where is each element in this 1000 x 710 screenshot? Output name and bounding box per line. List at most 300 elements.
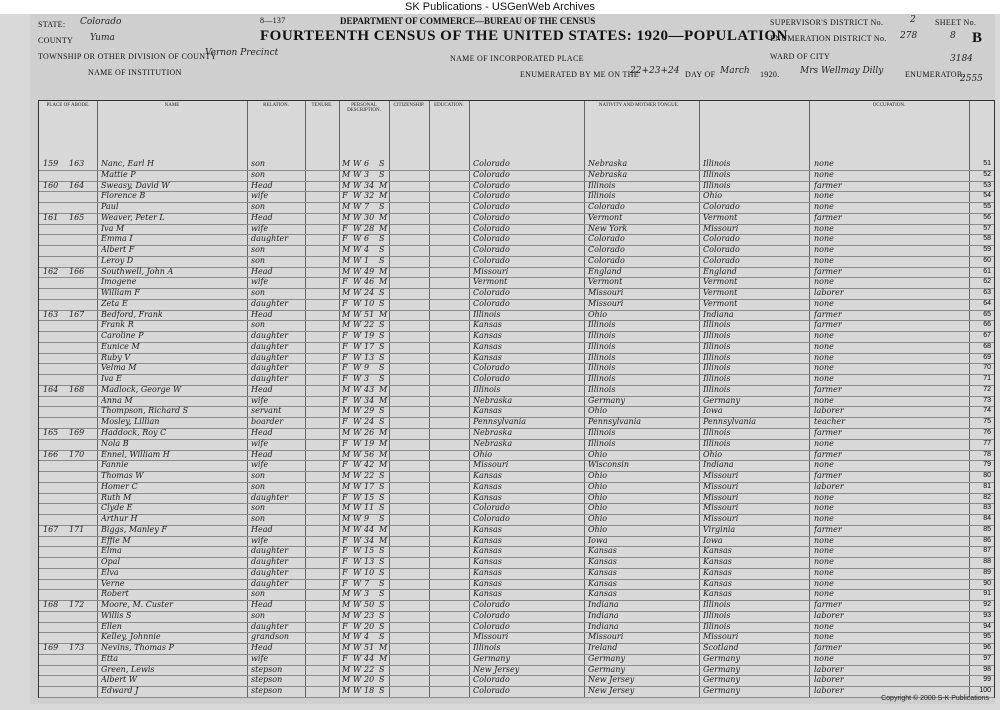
race: W: [353, 675, 362, 685]
sex: F: [342, 331, 348, 341]
family-number: [69, 202, 95, 212]
family-number: [69, 632, 95, 642]
race: W: [353, 589, 362, 599]
race: W: [353, 514, 362, 524]
sex: F: [342, 578, 348, 588]
sheet-label: SHEET No.: [935, 18, 977, 27]
line-number: 69: [983, 353, 991, 361]
marital-status: S: [379, 417, 385, 427]
sex: M: [342, 288, 351, 298]
dwelling-number: [43, 589, 67, 599]
family-number: 164: [69, 180, 85, 190]
mother-birthplace: Kansas: [703, 589, 732, 599]
father-birthplace: Ohio: [588, 406, 608, 416]
line-number: 60: [983, 256, 991, 264]
dwelling-number: 164: [43, 384, 59, 394]
relation: daughter: [251, 557, 289, 567]
father-birthplace: New Jersey: [588, 675, 635, 685]
family-number: 163: [69, 159, 85, 168]
person-name: Florence B: [101, 191, 146, 201]
mother-birthplace: Illinois: [703, 331, 731, 341]
sex: F: [342, 363, 348, 373]
dwelling-number: [43, 632, 67, 642]
age: 34: [364, 395, 375, 405]
line-number: 80: [983, 472, 991, 480]
race: W: [353, 309, 362, 319]
sex: M: [342, 503, 351, 513]
relation: wife: [251, 535, 269, 545]
relation: son: [251, 255, 266, 265]
person-name: Iva E: [101, 374, 122, 384]
family-number: [69, 460, 95, 470]
sex: M: [342, 600, 351, 610]
birthplace: Nebraska: [473, 395, 513, 405]
father-birthplace: Illinois: [588, 363, 616, 373]
person-name: Zeta E: [101, 298, 128, 308]
line-number: 79: [983, 461, 991, 469]
person-name: Madlock, George W: [101, 384, 182, 394]
race: W: [353, 159, 362, 168]
state-value: Colorado: [80, 17, 122, 27]
age: 3: [364, 589, 370, 599]
sex: F: [342, 191, 348, 201]
occupation: none: [814, 363, 834, 373]
sex: F: [342, 621, 348, 631]
mother-birthplace: Illinois: [703, 384, 731, 394]
marital-status: M: [379, 395, 388, 405]
relation: son: [251, 169, 266, 179]
marital-status: S: [379, 320, 385, 330]
dwelling-number: [43, 568, 67, 578]
mother-birthplace: Illinois: [703, 352, 731, 362]
race: W: [353, 503, 362, 513]
relation: son: [251, 471, 266, 481]
mother-birthplace: Indiana: [703, 309, 734, 319]
occupation: none: [814, 567, 834, 577]
mother-birthplace: Missouri: [703, 492, 739, 502]
dwelling-number: [43, 557, 67, 567]
age: 50: [364, 600, 375, 610]
age: 46: [364, 277, 375, 287]
family-number: [69, 342, 95, 352]
race: W: [353, 277, 362, 287]
family-number: [69, 514, 95, 524]
sex: F: [342, 417, 348, 427]
father-birthplace: Colorado: [588, 255, 625, 265]
mother-birthplace: Illinois: [703, 180, 731, 190]
age: 9: [364, 363, 370, 373]
line-number: 84: [983, 515, 991, 523]
person-name: Homer C: [101, 481, 138, 491]
father-birthplace: Vermont: [588, 277, 623, 287]
occupation: none: [814, 492, 834, 502]
sex: M: [342, 428, 351, 437]
family-number: [69, 686, 95, 696]
person-name: Weaver, Peter L: [101, 212, 165, 222]
marital-status: M: [379, 384, 388, 394]
dwelling-number: 169: [43, 643, 59, 653]
age: 10: [364, 567, 375, 577]
col-occupation: OCCUPATION.: [809, 101, 970, 159]
person-name: Frank R: [101, 320, 134, 330]
family-number: [69, 493, 95, 503]
father-birthplace: Illinois: [588, 352, 616, 362]
person-name: Albert W: [101, 675, 137, 685]
mother-birthplace: Illinois: [703, 341, 731, 351]
father-birthplace: Vermont: [588, 212, 623, 222]
age: 49: [364, 266, 375, 276]
marital-status: S: [379, 578, 385, 588]
race: W: [353, 288, 362, 298]
occupation: none: [814, 202, 834, 212]
person-name: Leroy D: [101, 255, 134, 265]
mother-birthplace: Virginia: [703, 524, 736, 534]
race: W: [353, 298, 362, 308]
race: W: [353, 578, 362, 588]
race: W: [353, 449, 362, 459]
person-name: Paul: [101, 202, 119, 212]
father-birthplace: Kansas: [588, 589, 617, 599]
dwelling-number: 163: [43, 309, 59, 319]
age: 42: [364, 460, 375, 470]
occupation: none: [814, 277, 834, 287]
enumeration-label: ENUMERATION DISTRICT No.: [770, 34, 887, 43]
family-number: 169: [69, 428, 85, 437]
mother-birthplace: Germany: [703, 653, 740, 663]
father-birthplace: Ohio: [588, 503, 608, 513]
mother-birthplace: Kansas: [703, 557, 732, 567]
sex: M: [342, 245, 351, 255]
person-name: William F: [101, 288, 140, 298]
enumerator-label: ENUMERATOR.: [905, 70, 965, 79]
corner-number: 2555: [960, 74, 983, 84]
township-value: Vernon Precinct: [205, 48, 279, 58]
relation: Head: [251, 428, 273, 437]
family-number: [69, 665, 95, 675]
family-number: [69, 224, 95, 234]
sex: M: [342, 309, 351, 319]
col-tenure: TENURE.: [305, 101, 340, 159]
line-number: 52: [983, 170, 991, 178]
relation: wife: [251, 191, 269, 201]
birthplace: Nebraska: [473, 438, 513, 448]
family-number: [69, 191, 95, 201]
family-number: [69, 256, 95, 266]
age: 44: [364, 653, 375, 663]
race: W: [353, 180, 362, 190]
relation: daughter: [251, 374, 289, 384]
relation: Head: [251, 449, 273, 459]
line-number: 55: [983, 203, 991, 211]
line-number: 97: [983, 654, 991, 662]
age: 3: [364, 374, 370, 384]
race: W: [353, 223, 362, 233]
marital-status: S: [379, 298, 385, 308]
age: 44: [364, 524, 375, 534]
sex: F: [342, 653, 348, 663]
occupation: farmer: [814, 643, 842, 653]
relation: wife: [251, 223, 269, 233]
birthplace: Illinois: [473, 309, 501, 319]
relation: son: [251, 320, 266, 330]
race: W: [353, 610, 362, 620]
sex: F: [342, 546, 348, 556]
father-birthplace: Missouri: [588, 288, 624, 298]
birthplace: Kansas: [473, 341, 502, 351]
age: 26: [364, 428, 375, 437]
line-number: 62: [983, 278, 991, 286]
occupation: none: [814, 331, 834, 341]
line-number: 82: [983, 493, 991, 501]
age: 15: [364, 546, 375, 556]
father-birthplace: Illinois: [588, 438, 616, 448]
father-birthplace: Colorado: [588, 202, 625, 212]
sex: M: [342, 169, 351, 179]
birthplace: Colorado: [473, 600, 510, 610]
birthplace: Kansas: [473, 535, 502, 545]
occupation: none: [814, 352, 834, 362]
dwelling-number: [43, 622, 67, 632]
occupation: none: [814, 578, 834, 588]
relation: son: [251, 245, 266, 255]
sex: M: [342, 180, 351, 190]
occupation: none: [814, 395, 834, 405]
relation: wife: [251, 438, 269, 448]
dwelling-number: 161: [43, 212, 59, 222]
father-birthplace: Germany: [588, 653, 625, 663]
marital-status: S: [379, 169, 385, 179]
person-name: Emma I: [101, 234, 133, 244]
occupation: farmer: [814, 428, 842, 437]
family-number: [69, 675, 95, 685]
person-name: Mosley, Lillian: [101, 417, 160, 427]
occupation: farmer: [814, 309, 842, 319]
mother-birthplace: Vermont: [703, 298, 738, 308]
occupation: none: [814, 557, 834, 567]
father-birthplace: Illinois: [588, 428, 616, 437]
family-number: [69, 353, 95, 363]
age: 3: [364, 169, 370, 179]
father-birthplace: Missouri: [588, 632, 624, 642]
line-number: 89: [983, 568, 991, 576]
line-number: 85: [983, 525, 991, 533]
marital-status: S: [379, 514, 385, 524]
department-title: DEPARTMENT OF COMMERCE—BUREAU OF THE CENSUS: [340, 16, 596, 26]
race: W: [353, 632, 362, 642]
person-name: Clyde E: [101, 503, 133, 513]
occupation: laborer: [814, 288, 844, 298]
person-name: Elva: [101, 567, 119, 577]
person-name: Opal: [101, 557, 121, 567]
sex: M: [342, 686, 351, 696]
line-number: 90: [983, 579, 991, 587]
father-birthplace: Germany: [588, 664, 625, 674]
table-row: [39, 686, 994, 698]
birthplace: Colorado: [473, 610, 510, 620]
sex: F: [342, 557, 348, 567]
dwelling-number: [43, 611, 67, 621]
person-name: Imogene: [101, 277, 137, 287]
father-birthplace: Kansas: [588, 546, 617, 556]
age: 24: [364, 417, 375, 427]
dwelling-number: 160: [43, 180, 59, 190]
sex: M: [342, 524, 351, 534]
birthplace: Kansas: [473, 567, 502, 577]
birthplace: Kansas: [473, 524, 502, 534]
line-number: 64: [983, 299, 991, 307]
dwelling-number: [43, 245, 67, 255]
relation: Head: [251, 309, 273, 319]
occupation: none: [814, 169, 834, 179]
mother-birthplace: Germany: [703, 675, 740, 685]
dwelling-number: [43, 579, 67, 589]
birthplace: Vermont: [473, 277, 508, 287]
occupation: none: [814, 341, 834, 351]
relation: daughter: [251, 578, 289, 588]
dwelling-number: [43, 417, 67, 427]
marital-status: S: [379, 234, 385, 244]
family-number: [69, 471, 95, 481]
relation: stepson: [251, 675, 283, 685]
age: 18: [364, 686, 375, 696]
line-number: 66: [983, 321, 991, 329]
mother-birthplace: Pennsylvania: [703, 417, 757, 427]
mother-birthplace: Missouri: [703, 481, 739, 491]
dwelling-number: 165: [43, 428, 59, 437]
line-number: 74: [983, 407, 991, 415]
mother-birthplace: Illinois: [703, 621, 731, 631]
dwelling-number: 167: [43, 524, 59, 534]
birthplace: Kansas: [473, 578, 502, 588]
relation: son: [251, 481, 266, 491]
age: 43: [364, 384, 375, 394]
birthplace: Germany: [473, 653, 510, 663]
line-number: 96: [983, 644, 991, 652]
race: W: [353, 245, 362, 255]
col-education: EDUCATION.: [429, 101, 470, 159]
sex: F: [342, 352, 348, 362]
marital-status: S: [379, 481, 385, 491]
relation: son: [251, 610, 266, 620]
birthplace: Kansas: [473, 481, 502, 491]
dwelling-number: [43, 439, 67, 449]
birthplace: Colorado: [473, 223, 510, 233]
relation: Head: [251, 266, 273, 276]
person-name: Haddock, Roy C: [101, 428, 167, 437]
age: 9: [364, 514, 370, 524]
marital-status: M: [379, 460, 388, 470]
occupation: farmer: [814, 384, 842, 394]
family-number: [69, 299, 95, 309]
mother-birthplace: Illinois: [703, 374, 731, 384]
father-birthplace: Ohio: [588, 524, 608, 534]
birthplace: Colorado: [473, 212, 510, 222]
mother-birthplace: Iowa: [703, 406, 723, 416]
person-name: Kelley, Johnnie: [101, 632, 161, 642]
sex: M: [342, 589, 351, 599]
age: 19: [364, 438, 375, 448]
dwelling-number: [43, 191, 67, 201]
dwelling-number: [43, 514, 67, 524]
sex: F: [342, 374, 348, 384]
birthplace: Ohio: [473, 449, 493, 459]
relation: daughter: [251, 492, 289, 502]
sex: F: [342, 535, 348, 545]
age: 20: [364, 675, 375, 685]
dwelling-number: [43, 546, 67, 556]
relation: daughter: [251, 234, 289, 244]
occupation: laborer: [814, 686, 844, 696]
age: 32: [364, 191, 375, 201]
line-number: 87: [983, 547, 991, 555]
father-birthplace: Illinois: [588, 320, 616, 330]
dwelling-number: [43, 396, 67, 406]
line-number: 83: [983, 504, 991, 512]
father-birthplace: New York: [588, 223, 628, 233]
race: W: [353, 255, 362, 265]
sex: M: [342, 159, 351, 168]
age: 56: [364, 449, 375, 459]
mother-birthplace: Illinois: [703, 428, 731, 437]
enumerator-name: Mrs Wellmay Dilly: [800, 66, 884, 76]
father-birthplace: Illinois: [588, 191, 616, 201]
family-number: [69, 288, 95, 298]
marital-status: M: [379, 277, 388, 287]
father-birthplace: Ireland: [588, 643, 618, 653]
mother-birthplace: Colorado: [703, 234, 740, 244]
age: 17: [364, 481, 375, 491]
age: 7: [364, 578, 370, 588]
person-name: Velma M: [101, 363, 137, 373]
father-birthplace: Illinois: [588, 331, 616, 341]
person-name: Ennel, William H: [101, 449, 170, 459]
institution-label: NAME OF INSTITUTION: [88, 68, 182, 77]
age: 6: [364, 234, 370, 244]
family-number: [69, 557, 95, 567]
father-birthplace: Kansas: [588, 578, 617, 588]
marital-status: M: [379, 180, 388, 190]
birthplace: Pennsylvania: [473, 417, 527, 427]
occupation: none: [814, 374, 834, 384]
occupation: none: [814, 621, 834, 631]
person-name: Elma: [101, 546, 122, 556]
sex: M: [342, 675, 351, 685]
mother-birthplace: Germany: [703, 686, 740, 696]
occupation: farmer: [814, 266, 842, 276]
sex: F: [342, 395, 348, 405]
sex: F: [342, 438, 348, 448]
person-name: Moore, M. Custer: [101, 600, 173, 610]
occupation: teacher: [814, 417, 845, 427]
marital-status: S: [379, 675, 385, 685]
family-number: [69, 234, 95, 244]
age: 10: [364, 298, 375, 308]
sex: F: [342, 223, 348, 233]
age: 7: [364, 202, 370, 212]
sex: M: [342, 471, 351, 481]
birthplace: Colorado: [473, 255, 510, 265]
birthplace: Colorado: [473, 234, 510, 244]
birthplace: Colorado: [473, 514, 510, 524]
dwelling-number: [43, 460, 67, 470]
occupation: none: [814, 632, 834, 642]
occupation: none: [814, 589, 834, 599]
marital-status: M: [379, 643, 388, 653]
race: W: [353, 546, 362, 556]
family-number: [69, 622, 95, 632]
race: W: [353, 169, 362, 179]
father-birthplace: England: [588, 266, 622, 276]
